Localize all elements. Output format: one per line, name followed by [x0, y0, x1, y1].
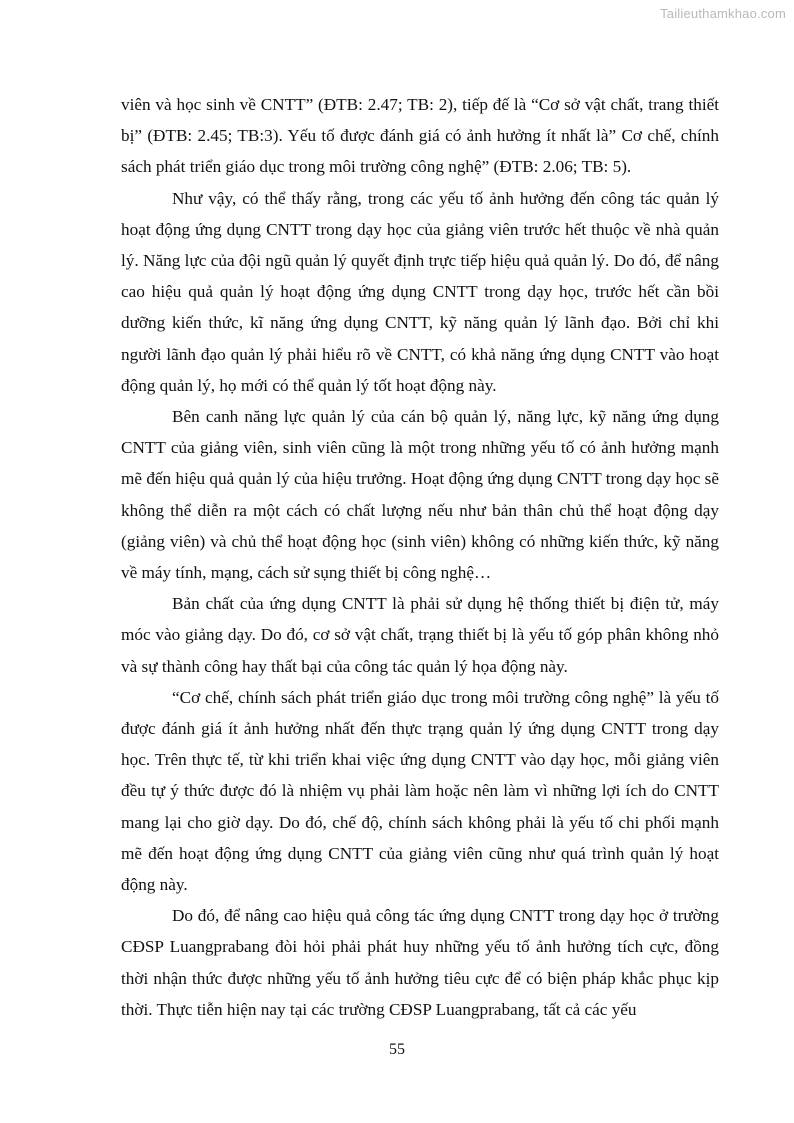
paragraph-continuation: viên và học sinh về CNTT” (ĐTB: 2.47; TB: 2), tiếp đế là “Cơ sở vật chất, trang thiết bị” (ĐTB: 2.45; TB:3). Yếu tố được đánh giá có ảnh hưởng ít nhất là” Cơ chế, chính sách phát triển giáo dục trong môi trường công nghệ” (ĐTB: 2.06; TB: 5). — [121, 95, 719, 177]
watermark-text: Tailieuthamkhao.com — [660, 6, 786, 21]
document-body — [121, 89, 719, 1025]
paragraph-management-capacity: Như vậy, có thể thấy rằng, trong các yếu tố ảnh hưởng đến công tác quản lý hoạt động ứng dụng CNTT trong dạy học của giảng viên trước hết thuộc về nhà quản lý. Năng lực của đội ngũ quản lý quyết định trực tiếp hiệu quả quản lý. Do đó, để nâng cao hiệu quả quản lý hoạt động ứng dụng CNTT trong dạy học, trước hết cần bồi dưỡng kiến thức, kĩ năng ứng dụng CNTT, kỹ năng quản lý lãnh đạo. Bởi chỉ khi người lãnh đạo quản lý phải hiểu rõ về CNTT, có khả năng ứng dụng CNTT vào hoạt động quản lý, họ mới có thể quản lý tốt hoạt động này. — [121, 188, 719, 395]
paragraph-conclusion: Do đó, để nâng cao hiệu quả công tác ứng dụng CNTT trong dạy học ở trường CĐSP Luangprabang đòi hỏi phải phát huy những yếu tố ảnh hưởng tích cực, đồng thời nhận thức được những yếu tố ảnh hưởng tiêu cực để có biện pháp khắc phục kịp thời. Thực tiễn hiện nay tại các trường CĐSP Luangprabang, tất cả các yếu — [121, 906, 719, 1019]
paragraph-lecturer-skills: Bên canh năng lực quản lý của cán bộ quản lý, năng lực, kỹ năng ứng dụng CNTT của giảng viên, sinh viên cũng là một trong những yếu tố có ảnh hưởng mạnh mẽ đến hiệu quả quản lý của hiệu trưởng. Hoạt động ứng dụng CNTT trong dạy học sẽ không thể diễn ra một cách có chất lượng nếu như bản thân chủ thể hoạt động dạy (giảng viên) và chủ thể hoạt động học (sinh viên) không có những kiến thức, kỹ năng về máy tính, mạng, cách sử sụng thiết bị công nghệ… — [121, 407, 719, 583]
paragraph-policy: “Cơ chế, chính sách phát triển giáo dục trong môi trường công nghệ” là yếu tố được đánh giá ít ảnh hưởng nhất đến thực trạng quản lý ứng dụng CNTT trong dạy học. Trên thực tế, từ khi triển khai việc ứng dụng CNTT vào dạy học, mỗi giảng viên đều tự ý thức được đó là nhiệm vụ phải làm hoặc nên làm vì những lợi ích do CNTT mang lại cho giờ dạy. Do đó, chế độ, chính sách không phải là yếu tố chi phối mạnh mẽ đến hoạt động ứng dụng CNTT của giảng viên cũng như quá trình quản lý hoạt động này. — [121, 687, 719, 895]
page-number: 55 — [389, 1041, 405, 1058]
paragraph-facilities: Bản chất của ứng dụng CNTT là phải sử dụng hệ thống thiết bị điện tử, máy móc vào giảng dạy. Do đó, cơ sở vật chất, trạng thiết bị là yếu tố góp phân không nhỏ và sự thành công hay thất bại của công tác quản lý họa động này. — [121, 594, 719, 676]
